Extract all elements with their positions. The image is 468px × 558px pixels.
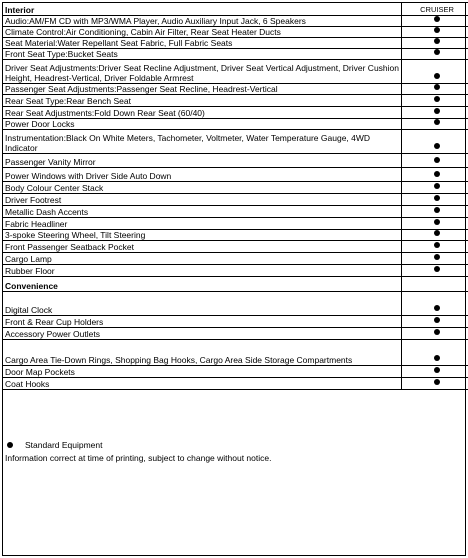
section-header-row <box>3 3 468 16</box>
standard-marker <box>402 378 468 390</box>
feature-text: Door Map Pockets <box>3 366 402 378</box>
feature-text: Metallic Dash Accents <box>3 206 402 218</box>
feature-text: Power Windows with Driver Side Auto Down <box>3 168 402 182</box>
standard-equipment-dot-icon <box>434 73 440 79</box>
table-row <box>3 60 468 84</box>
standard-equipment-dot-icon <box>434 119 440 125</box>
feature-text: Instrumentation:Black On White Meters, Tachometer, Voltmeter, Water Temperature Gauge, 4WD Indicator <box>3 130 402 154</box>
standard-equipment-dot-icon <box>434 242 440 248</box>
feature-text: Accessory Power Outlets <box>3 328 402 340</box>
feature-text: Driver Seat Adjustments:Driver Seat Recline Adjustment, Driver Seat Vertical Adjustment, Driver Cushion Height, Headrest-Vertical, Driver Foldable Armrest <box>3 60 402 84</box>
feature-text: Digital Clock <box>3 292 402 316</box>
standard-marker <box>402 265 468 277</box>
standard-marker <box>402 130 468 154</box>
feature-text: Climate Control:Air Conditioning, Cabin Air Filter, Rear Seat Heater Ducts <box>3 27 402 38</box>
feature-text: 3-spoke Steering Wheel, Tilt Steering <box>3 230 402 241</box>
feature-text: Cargo Area Tie-Down Rings, Shopping Bag Hooks, Cargo Area Side Storage Compartments <box>3 340 402 366</box>
standard-equipment-dot-icon <box>434 305 440 311</box>
feature-text: Front Seat Type:Bucket Seats <box>3 49 402 60</box>
feature-text: Rubber Floor <box>3 265 402 277</box>
standard-marker <box>402 253 468 265</box>
standard-marker <box>402 230 468 241</box>
table-row <box>3 130 468 154</box>
standard-marker <box>402 218 468 230</box>
table-row <box>3 27 468 38</box>
standard-marker <box>402 95 468 107</box>
standard-equipment-dot-icon <box>434 171 440 177</box>
section-header-row <box>3 277 468 292</box>
standard-marker <box>402 119 468 130</box>
feature-text: Rear Seat Adjustments:Fold Down Rear Seat (60/40) <box>3 107 402 119</box>
feature-text: Seat Material:Water Repellant Seat Fabric, Full Fabric Seats <box>3 38 402 49</box>
standard-equipment-dot-icon <box>434 207 440 213</box>
feature-text: Coat Hooks <box>3 378 402 390</box>
feature-text: Passenger Seat Adjustments:Passenger Seat Recline, Headrest-Vertical <box>3 84 402 95</box>
standard-equipment-dot-icon <box>434 329 440 335</box>
feature-text: Front & Rear Cup Holders <box>3 316 402 328</box>
standard-equipment-dot-icon <box>434 108 440 114</box>
table-row <box>3 182 468 194</box>
table-row <box>3 194 468 206</box>
footnote: Information correct at time of printing, subject to change without notice. <box>5 453 272 463</box>
column-header: CRUISER <box>402 3 468 16</box>
standard-equipment-dot-icon <box>434 84 440 90</box>
legend-label: Standard Equipment <box>25 440 103 450</box>
standard-equipment-dot-icon <box>434 355 440 361</box>
table-row <box>3 378 468 390</box>
feature-text: Body Colour Center Stack <box>3 182 402 194</box>
standard-equipment-dot-icon <box>434 266 440 272</box>
equipment-table <box>2 2 468 390</box>
standard-equipment-dot-icon <box>7 442 13 448</box>
standard-marker <box>402 366 468 378</box>
table-row <box>3 328 468 340</box>
table-row <box>3 49 468 60</box>
standard-marker <box>402 316 468 328</box>
standard-equipment-dot-icon <box>434 254 440 260</box>
standard-marker <box>402 84 468 95</box>
standard-marker <box>402 168 468 182</box>
feature-text: Cargo Lamp <box>3 253 402 265</box>
feature-text: Fabric Headliner <box>3 218 402 230</box>
table-row <box>3 95 468 107</box>
table-row <box>3 38 468 49</box>
table-row <box>3 253 468 265</box>
standard-marker <box>402 27 468 38</box>
feature-text: Rear Seat Type:Rear Bench Seat <box>3 95 402 107</box>
table-row <box>3 168 468 182</box>
standard-marker <box>402 340 468 366</box>
table-row <box>3 316 468 328</box>
feature-text: Power Door Locks <box>3 119 402 130</box>
standard-equipment-dot-icon <box>434 219 440 225</box>
section-title: Interior <box>3 3 402 16</box>
standard-equipment-dot-icon <box>434 183 440 189</box>
table-row <box>3 16 468 27</box>
table-row <box>3 154 468 168</box>
section-header-blank <box>402 277 468 292</box>
feature-text: Audio:AM/FM CD with MP3/WMA Player, Audio Auxiliary Input Jack, 6 Speakers <box>3 16 402 27</box>
feature-text: Driver Footrest <box>3 194 402 206</box>
standard-marker <box>402 328 468 340</box>
standard-equipment-dot-icon <box>434 38 440 44</box>
table-row <box>3 206 468 218</box>
standard-marker <box>402 107 468 119</box>
feature-text: Passenger Vanity Mirror <box>3 154 402 168</box>
standard-marker <box>402 38 468 49</box>
standard-marker <box>402 206 468 218</box>
table-row <box>3 107 468 119</box>
table-row <box>3 366 468 378</box>
table-row <box>3 119 468 130</box>
table-row <box>3 84 468 95</box>
standard-equipment-dot-icon <box>434 157 440 163</box>
legend <box>5 439 463 451</box>
standard-equipment-dot-icon <box>434 195 440 201</box>
standard-marker <box>402 49 468 60</box>
standard-equipment-dot-icon <box>434 317 440 323</box>
table-row <box>3 218 468 230</box>
table-row <box>3 230 468 241</box>
standard-equipment-dot-icon <box>434 16 440 22</box>
standard-marker <box>402 194 468 206</box>
table-row <box>3 292 468 316</box>
standard-equipment-dot-icon <box>434 96 440 102</box>
standard-marker <box>402 292 468 316</box>
standard-marker <box>402 60 468 84</box>
table-row <box>3 265 468 277</box>
table-row <box>3 340 468 366</box>
feature-text: Front Passenger Seatback Pocket <box>3 241 402 253</box>
standard-marker <box>402 16 468 27</box>
equipment-table-body <box>3 3 468 390</box>
standard-equipment-dot-icon <box>434 367 440 373</box>
section-title: Convenience <box>3 277 402 292</box>
standard-equipment-dot-icon <box>434 230 440 236</box>
standard-equipment-dot-icon <box>434 27 440 33</box>
standard-marker <box>402 182 468 194</box>
standard-equipment-dot-icon <box>434 143 440 149</box>
standard-marker <box>402 241 468 253</box>
standard-equipment-dot-icon <box>434 379 440 385</box>
standard-equipment-dot-icon <box>434 49 440 55</box>
table-row <box>3 241 468 253</box>
standard-marker <box>402 154 468 168</box>
